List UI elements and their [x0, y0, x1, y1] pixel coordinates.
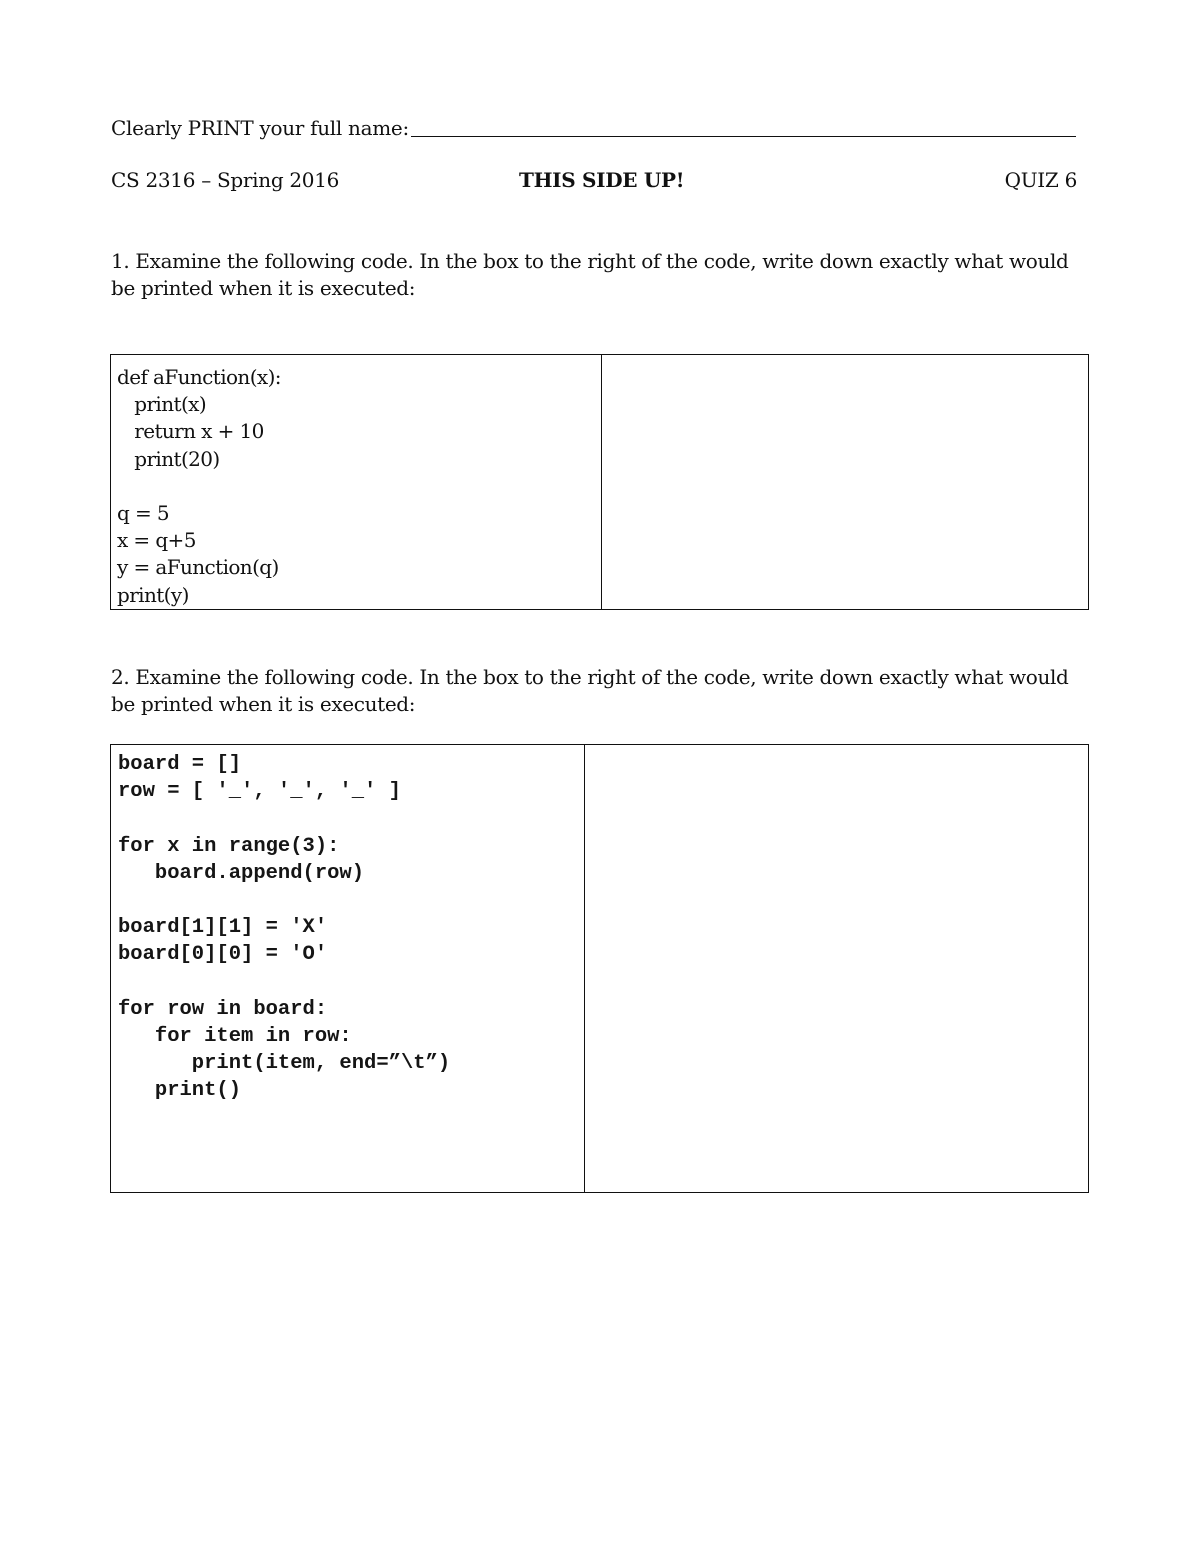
name-blank-field[interactable] [411, 135, 1076, 137]
code-line: board = [] [118, 753, 242, 776]
code-line: q = 5 [117, 501, 170, 525]
code-line: y = aFunction(q) [117, 555, 279, 580]
question-2-code-cell [111, 745, 585, 1192]
code-line: print(x) [117, 392, 207, 417]
name-label: Clearly PRINT your full name: [111, 116, 409, 140]
code-line: print(y) [117, 582, 189, 607]
code-line: for x in range(3): [118, 834, 340, 858]
course-title: CS 2316 – Spring 2016 [111, 168, 340, 192]
code-line [118, 969, 584, 996]
code-line: x = q+5 [117, 528, 196, 553]
question-2-prompt: 2. Examine the following code. In the box to the right of the code, write down exactly what would be printed when it is executed: [111, 665, 1069, 716]
code-line: print(20) [117, 446, 220, 471]
code-line: def aFunction(x): [117, 365, 281, 389]
code-line: board[0][0] = 'O' [118, 943, 328, 967]
code-line: return x + 10 [117, 419, 264, 444]
question-1-code-cell [111, 355, 602, 609]
code-line: board.append(row) [118, 861, 365, 885]
code-line: for row in board: [118, 997, 328, 1021]
name-line [111, 112, 1076, 138]
question-1-answer-cell[interactable] [602, 355, 1088, 609]
code-line: for item in row: [118, 1024, 352, 1048]
code-line: board[1][1] = 'X' [118, 916, 328, 940]
question-2-code [111, 745, 584, 1105]
code-line: print() [118, 1079, 242, 1103]
code-line [118, 805, 584, 832]
question-1-box [110, 354, 1089, 610]
quiz-number: QUIZ 6 [1004, 168, 1077, 192]
header-row [111, 168, 1077, 194]
orientation-notice: THIS SIDE UP! [519, 168, 685, 192]
question-2-box [110, 744, 1089, 1193]
question-1-code [111, 355, 601, 609]
code-line [118, 887, 584, 914]
code-line [117, 473, 601, 500]
code-line: row = [ '_', '_', '_' ] [118, 780, 401, 804]
code-line: print(item, end=”\t”) [118, 1052, 451, 1076]
question-2-answer-cell[interactable] [585, 745, 1088, 1192]
question-1-prompt: 1. Examine the following code. In the box to the right of the code, write down exactly what would be printed when it is executed: [111, 249, 1069, 300]
